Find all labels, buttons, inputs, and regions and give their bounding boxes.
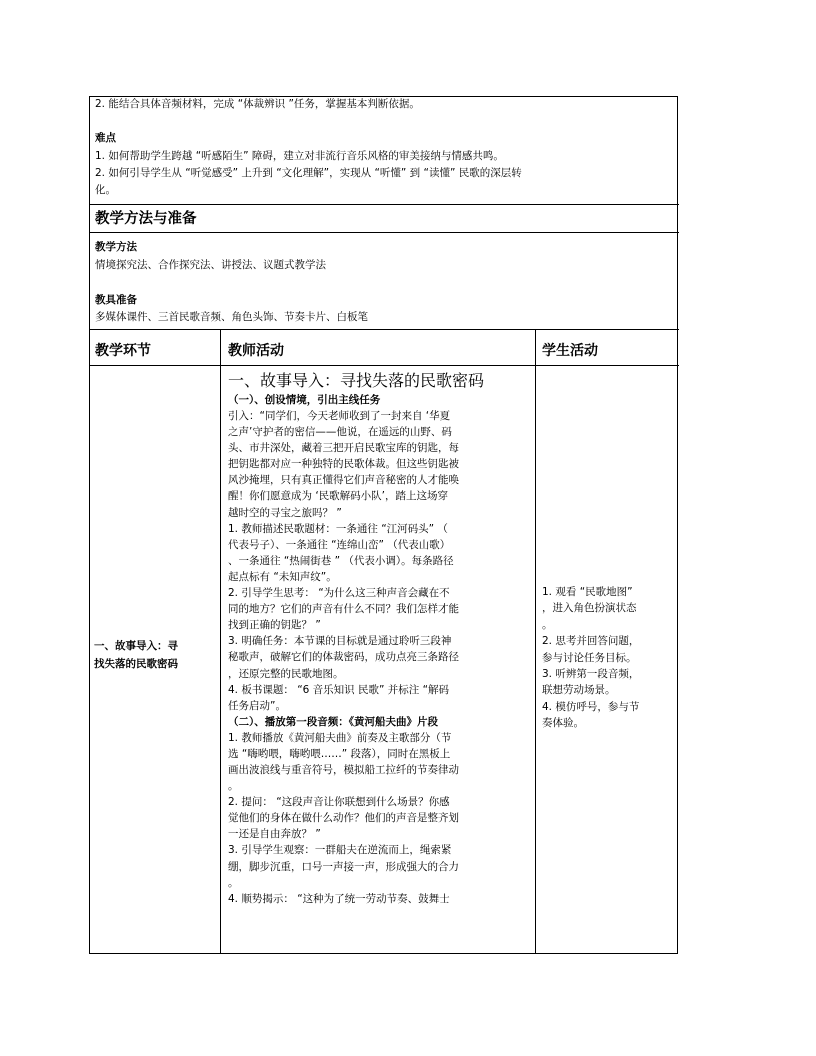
teacher-line: 1. 教师播放《黄河船夫曲》前奏及主歌部分（节	[228, 731, 452, 744]
tools-text: 多媒体课件、三首民歌音频、角色头饰、节奏卡片、白板笔	[95, 311, 368, 323]
student-line: ，进入角色扮演状态	[542, 602, 637, 615]
difficulty-heading: 难点	[95, 132, 116, 144]
teacher-lines-a	[228, 408, 532, 714]
stage-name-line-2: 找失落的民歌密码	[94, 658, 178, 670]
teacher-line: 之声’守护者的密信——他说，在遥远的山野、码	[228, 426, 452, 439]
student-line: 1. 观看 “民歌地图”	[542, 586, 633, 598]
teacher-line: 1. 教师描述民歌题材：一条通往 “江河码头” （	[228, 522, 448, 535]
teacher-line: 醒！你们愿意成为 ‘民歌解码小队’，踏上这场穿	[228, 490, 449, 503]
teacher-line: 4. 板书课题： “6 音乐知识 民歌” 并标注 “解码	[228, 683, 450, 696]
teacher-line: 画出波浪线与重音符号，模拟船工拉纤的节奏律动	[228, 763, 459, 776]
student-line: 参与讨论任务目标。	[542, 651, 637, 664]
teacher-line: 秘歌声，破解它们的体裁密码，成功点亮三条路径	[228, 651, 459, 664]
methods-heading: 教学方法	[95, 241, 137, 253]
methods-text: 情境探究法、合作探究法、讲授法、议题式教学法	[95, 259, 326, 271]
student-line: 。	[542, 618, 553, 631]
lesson-plan-page	[89, 96, 679, 954]
divider-methods-header	[89, 232, 679, 233]
divider-table-header	[89, 329, 679, 330]
teacher-line: 。	[228, 876, 239, 889]
teacher-line: 、一条通往 “热闹街巷 ” （代表小调）。每条路径	[228, 554, 454, 567]
teacher-line: 。	[228, 780, 239, 793]
column-divider-2	[535, 329, 536, 954]
difficulty-1: 1. 如何帮助学生跨越 “听感陌生” 障碍，建立对非流行音乐风格的审美接纳与情感共鸣。	[95, 150, 504, 162]
teacher-line: 找到正确的钥匙？ ”	[228, 619, 321, 632]
column-header-teacher: 教师活动	[228, 343, 284, 359]
student-line: 奏体验。	[542, 717, 584, 730]
teacher-subsection-1: （一）、创设情境，引出主线任务	[228, 394, 381, 406]
teacher-lines-b	[228, 730, 532, 907]
teacher-line: 2. 提问： “这段声音让你联想到什么场景？你感	[228, 796, 450, 809]
teacher-line: 4. 顺势揭示： “这种为了统一劳动节奏、鼓舞士	[228, 892, 450, 905]
teacher-line: 3. 明确任务：本节课的目标就是通过聆听三段神	[228, 635, 452, 648]
column-divider-1	[220, 329, 221, 954]
teacher-line: 一还是自由奔放？ ”	[228, 828, 321, 841]
teacher-line: 风沙掩埋，只有真正懂得它们声音秘密的人才能唤	[228, 474, 459, 487]
teacher-line: 觉他们的身体在做什么动作？他们的声音是整齐划	[228, 812, 459, 825]
stage-name-line-1: 一、故事导入：寻	[94, 640, 178, 652]
student-line: 4. 模仿呼号，参与节	[542, 700, 640, 713]
tools-heading: 教具准备	[95, 294, 137, 306]
teacher-line: 任务启动”。	[228, 699, 286, 712]
methods-section-title: 教学方法与准备	[95, 211, 197, 227]
teacher-line: 同的地方？它们的声音有什么不同？我们怎样才能	[228, 603, 459, 616]
divider-table-body	[89, 365, 679, 366]
student-line: 联想劳动场景。	[542, 684, 616, 697]
difficulty-2-line-a: 2. 如何引导学生从 “听觉感受” 上升到 “文化理解”，实现从 “听懂” 到 “读懂” 民歌的深层转	[95, 167, 522, 179]
teacher-line: 绷，脚步沉重，口号一声接一声，形成强大的合力	[228, 860, 459, 873]
teacher-line: 起点标有 “未知声纹”。	[228, 570, 337, 583]
divider-methods	[89, 204, 679, 205]
column-header-student: 学生活动	[542, 343, 598, 359]
teacher-line: 选 “嗨哟喂，嗨哟喂……” 段落），同时在黑板上	[228, 747, 451, 760]
teacher-line: 把钥匙都对应一种独特的民歌体裁。但这些钥匙被	[228, 458, 459, 471]
teacher-subsection-2: （二）、播放第一段音频：《黄河船夫曲》片段	[228, 715, 438, 728]
teacher-line: ，还原完整的民歌地图。	[228, 667, 344, 680]
teacher-line: 代表号子）、一条通往 “连绵山峦” （代表山歌）	[228, 538, 451, 551]
teacher-lesson-title: 一、故事导入：寻找失落的民歌密码	[228, 371, 485, 390]
student-line: 2. 思考并回答问题，	[542, 635, 640, 648]
teacher-activity	[228, 371, 532, 907]
teacher-line: 2. 引导学生思考： “为什么这三种声音会藏在不	[228, 587, 450, 600]
objective-line-2: 2. 能结合具体音频材料，完成 “体裁辨识 ”任务，掌握基本判断依据。	[95, 98, 420, 110]
column-header-stage: 教学环节	[95, 343, 151, 359]
student-line: 3. 听辨第一段音频，	[542, 668, 640, 681]
difficulty-2-line-b: 化。	[95, 184, 116, 196]
teacher-line: 3. 引导学生观察：一群船夫在逆流而上，绳索紧	[228, 844, 452, 857]
student-activity	[542, 584, 674, 732]
teacher-line: 头、市井深处，藏着三把开启民歌宝库的钥匙，每	[228, 442, 459, 455]
teacher-line: 越时空的寻宝之旅吗？ ”	[228, 506, 342, 519]
teacher-line: 引入：“同学们，今天老师收到了一封来自 ‘华夏	[228, 410, 451, 422]
